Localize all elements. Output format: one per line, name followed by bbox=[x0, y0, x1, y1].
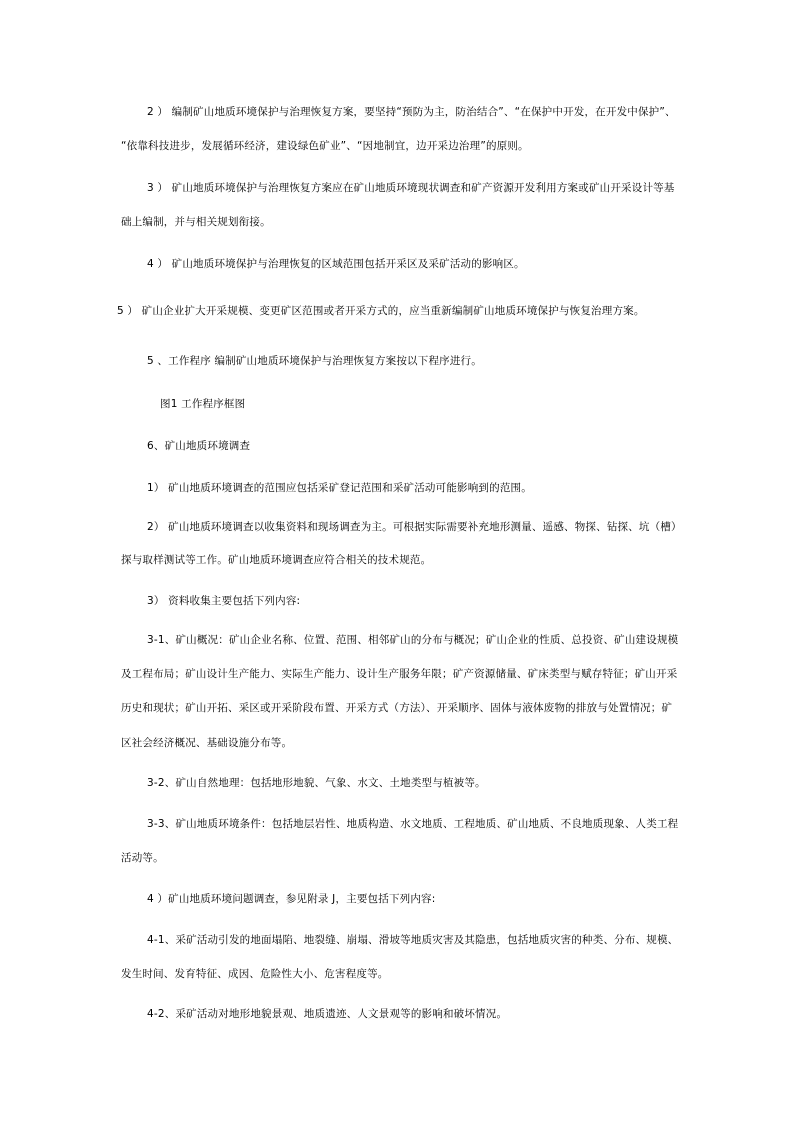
paragraph-landscape-impact: 4-2、采矿活动对地形地貌景观、地质遗迹、人文景观等的影响和破坏情况。 bbox=[147, 1008, 508, 1020]
paragraph-survey-method-line1: 2） 矿山地质环境调查以收集资料和现场调查为主。可根据实际需要补充地形测量、遥感、物探、钻探、坑（槽） bbox=[147, 521, 682, 533]
figure-caption: 图1 工作程序框图 bbox=[160, 398, 246, 410]
paragraph-data-collection: 3） 资料收集主要包括下列内容: bbox=[147, 595, 301, 607]
paragraph-geo-conditions-line1: 3-3、矿山地质环境条件：包括地层岩性、地质构造、水文地质、工程地质、矿山地质、不良地质现象、人类工程 bbox=[147, 818, 679, 830]
paragraph-geo-conditions-line2: 活动等。 bbox=[121, 852, 164, 864]
section-work-procedure: 5 、工作程序 编制矿山地质环境保护与治理恢复方案按以下程序进行。 bbox=[147, 355, 482, 367]
paragraph-geo-hazards-line2: 发生时间、发育特征、成因、危险性大小、危害程度等。 bbox=[121, 968, 389, 980]
paragraph-natural-geography: 3-2、矿山自然地理：包括地形地貌、气象、水文、土地类型与植被等。 bbox=[147, 777, 486, 789]
paragraph-geo-hazards-line1: 4-1、采矿活动引发的地面塌陷、地裂缝、崩塌、滑坡等地质灾害及其隐患，包括地质灾害的种类、分布、规模、 bbox=[147, 934, 679, 946]
paragraph-survey-range: 1） 矿山地质环境调查的范围应包括采矿登记范围和采矿活动可能影响到的范围。 bbox=[147, 482, 532, 494]
paragraph-principles-line2: “依靠科技进步，发展循环经济，建设绿色矿业”、“因地制宜，边开采边治理”的原则。 bbox=[121, 140, 529, 152]
paragraph-basis-line1: 3 ） 矿山地质环境保护与治理恢复方案应在矿山地质环境现状调查和矿产资源开发利用方案或矿山开采设计等基 bbox=[147, 182, 675, 194]
paragraph-mine-overview-line3: 历史和现状；矿山开拓、采区或开采阶段布置、开采方式（方法）、开采顺序、固体与液体废物的排放与处置情况；矿 bbox=[121, 702, 673, 714]
section-heading-survey: 6、矿山地质环境调查 bbox=[147, 440, 251, 452]
paragraph-problem-survey: 4 ）矿山地质环境问题调查，参见附录 J，主要包括下列内容: bbox=[147, 893, 436, 905]
paragraph-recompile: 5 ） 矿山企业扩大开采规模、变更矿区范围或者开采方式的，应当重新编制矿山地质环境保护与恢复治理方案。 bbox=[117, 305, 645, 317]
paragraph-survey-method-line2: 探与取样测试等工作。矿山地质环境调查应符合相关的技术规范。 bbox=[121, 554, 432, 566]
paragraph-mine-overview-line1: 3-1、矿山概况：矿山企业名称、位置、范围、相邻矿山的分布与概况；矿山企业的性质、总投资、矿山建设规模 bbox=[147, 634, 679, 646]
paragraph-basis-line2: 础上编制，并与相关规划衔接。 bbox=[121, 216, 271, 228]
paragraph-mine-overview-line2: 及工程布局；矿山设计生产能力、实际生产能力、设计生产服务年限；矿产资源储量、矿床类型与赋存特征；矿山开采 bbox=[121, 668, 678, 680]
paragraph-principles-line1: 2 ） 编制矿山地质环境保护与治理恢复方案，要坚持“预防为主，防治结合”、“在保护中开发，在开发中保护”、 bbox=[147, 106, 676, 118]
paragraph-scope: 4 ） 矿山地质环境保护与治理恢复的区域范围包括开采区及采矿活动的影响区。 bbox=[147, 258, 525, 270]
paragraph-mine-overview-line4: 区社会经济概况、基础设施分布等。 bbox=[121, 737, 293, 749]
